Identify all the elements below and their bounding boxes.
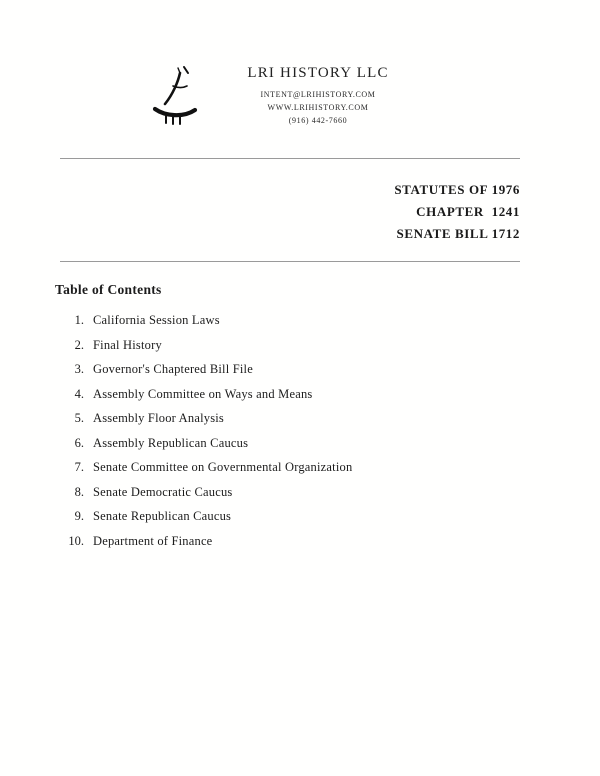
toc-item-number: 10. (68, 533, 84, 548)
toc-item-label: Assembly Floor Analysis (93, 411, 224, 425)
toc-item-label: Assembly Committee on Ways and Means (93, 386, 313, 401)
company-phone: (916) 442-7660 (288, 116, 348, 125)
toc-item-number: 2. (74, 337, 84, 352)
toc-item (56, 363, 600, 376)
toc-title: Table of Contents (55, 282, 162, 297)
toc-item (56, 388, 600, 401)
toc-item-number: 7. (74, 460, 84, 474)
toc-item (56, 510, 600, 523)
toc-list (56, 314, 600, 548)
statutes-year: STATUTES OF 1976 (394, 182, 520, 197)
chapter-number: CHAPTER 1241 (416, 204, 520, 219)
toc-item (56, 535, 600, 548)
toc-item-number: 3. (74, 362, 84, 376)
company-email: INTENT@LRIHISTORY.COM (260, 90, 376, 99)
toc-item-number: 1. (74, 313, 84, 327)
toc-item-label: Department of Finance (93, 533, 213, 548)
toc-item (56, 461, 600, 474)
toc-item-number: 9. (74, 509, 84, 523)
toc-item-label: Assembly Republican Caucus (93, 435, 249, 450)
divider-top (60, 158, 520, 159)
toc-item-number: 6. (74, 435, 84, 450)
toc-item-label: California Session Laws (93, 313, 220, 327)
toc-item (56, 339, 600, 352)
toc-item (56, 486, 600, 499)
letterhead-text (233, 65, 403, 127)
toc-item-label: Governor's Chaptered Bill File (93, 362, 253, 376)
toc-item (56, 412, 600, 425)
company-name: LRI HISTORY LLC (247, 65, 389, 81)
divider-bottom (60, 261, 520, 262)
toc-item-label: Senate Democratic Caucus (93, 484, 233, 499)
toc-item (56, 314, 600, 327)
statute-reference-block (0, 179, 520, 245)
letterhead (145, 64, 600, 128)
toc-item (56, 437, 600, 450)
company-website: WWW.LRIHISTORY.COM (267, 103, 369, 112)
company-logo-icon (145, 64, 207, 128)
toc-item-number: 4. (74, 386, 84, 401)
toc-item-number: 5. (74, 411, 84, 425)
toc-item-label: Final History (93, 337, 162, 352)
senate-bill-number: SENATE BILL 1712 (396, 226, 520, 241)
toc-item-label: Senate Republican Caucus (93, 509, 232, 523)
toc-item-label: Senate Committee on Governmental Organization (93, 460, 353, 474)
toc-item-number: 8. (74, 484, 84, 499)
